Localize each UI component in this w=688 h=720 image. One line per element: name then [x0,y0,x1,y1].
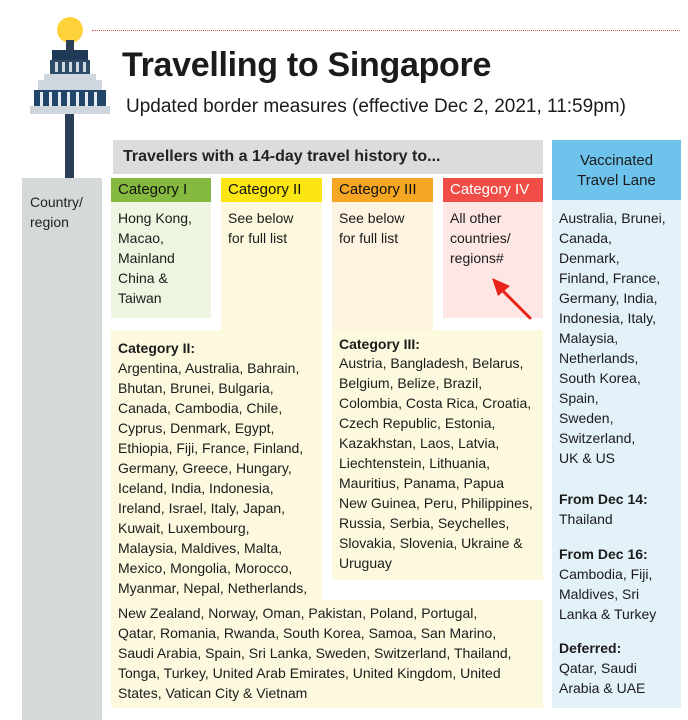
vtl-group-heading: From Dec 14: [559,491,648,507]
category-2-list: Argentina, Australia, Bahrain, Bhutan, Brunei, Bulgaria, Canada, Cambodia, Chile, Cyprus, Denmark, Egypt, Ethiopia, Fiji, France, Finland, Germany, Greece, Hungary, Iceland, India, Indonesia, Ireland, Israel, Italy, Japan, Kuwait, Luxembourg, Malaysia, Maldives, Malta, Mexico, Mongolia, Morocco, Myanmar, Nepal, Netherlands, [118,360,308,596]
category-3-list-heading: Category III: [339,336,420,352]
category-2-text: See below for full list [228,210,294,246]
vtl-group-heading: From Dec 16: [559,546,648,562]
vtl-group-text: Qatar, Saudi Arabia & UAE [559,660,646,696]
vtl-group-text: Cambodia, Fiji, Maldives, Sri Lanka & Turkey [559,566,657,622]
category-4-header: Category IV [443,178,543,202]
vtl-group-heading: Deferred: [559,640,622,656]
row-label: Country/ region [30,194,83,230]
vtl-title: Vaccinated Travel Lane [577,152,656,189]
category-3-text: See below for full list [339,210,405,246]
vtl-group-text: Thailand [559,511,613,527]
category-4-text: All other countries/ regions# [450,210,511,266]
category-3-header: Category III [332,178,433,202]
category-2-list-heading: Category II: [118,340,196,356]
travel-history-banner-text: Travellers with a 14-day travel history to... [123,148,441,165]
vtl-countries: Australia, Brunei, Canada, Denmark, Finland, France, Germany, India, Indonesia, Italy, Malaysia, Netherlands, South Korea, Spain, Sweden, Switzerland, UK & US [559,210,666,466]
category-1-text: Hong Kong, Macao, Mainland China & Taiwan [118,210,192,306]
category-1-header: Category I [111,178,211,202]
category-2-list-continued: New Zealand, Norway, Oman, Pakistan, Poland, Portugal, Qatar, Romania, Rwanda, South Korea, Samoa, San Marino, Saudi Arabia, Spain, Sri Lanka, Sweden, Switzerland, Thailand, Tonga, Turkey, United Arab Emirates, United Kingdom, United States, Vatican City & Vietnam [118,605,512,701]
category-2-header: Category II [221,178,322,202]
page-title: Travelling to Singapore [122,46,492,84]
category-3-list: Austria, Bangladesh, Belarus, Belgium, Belize, Brazil, Colombia, Costa Rica, Croatia, Czech Republic, Estonia, Kazakhstan, Laos, Latvia, Liechtenstein, Lithuania, Mauritius, Panama, Papua New Guinea, Peru, Philippines, Russia, Serbia, Seychelles, Slovakia, Slovenia, Ukraine & Uruguay [339,355,533,571]
page-subtitle: Updated border measures (effective Dec 2, 2021, 11:59pm) [126,96,626,117]
